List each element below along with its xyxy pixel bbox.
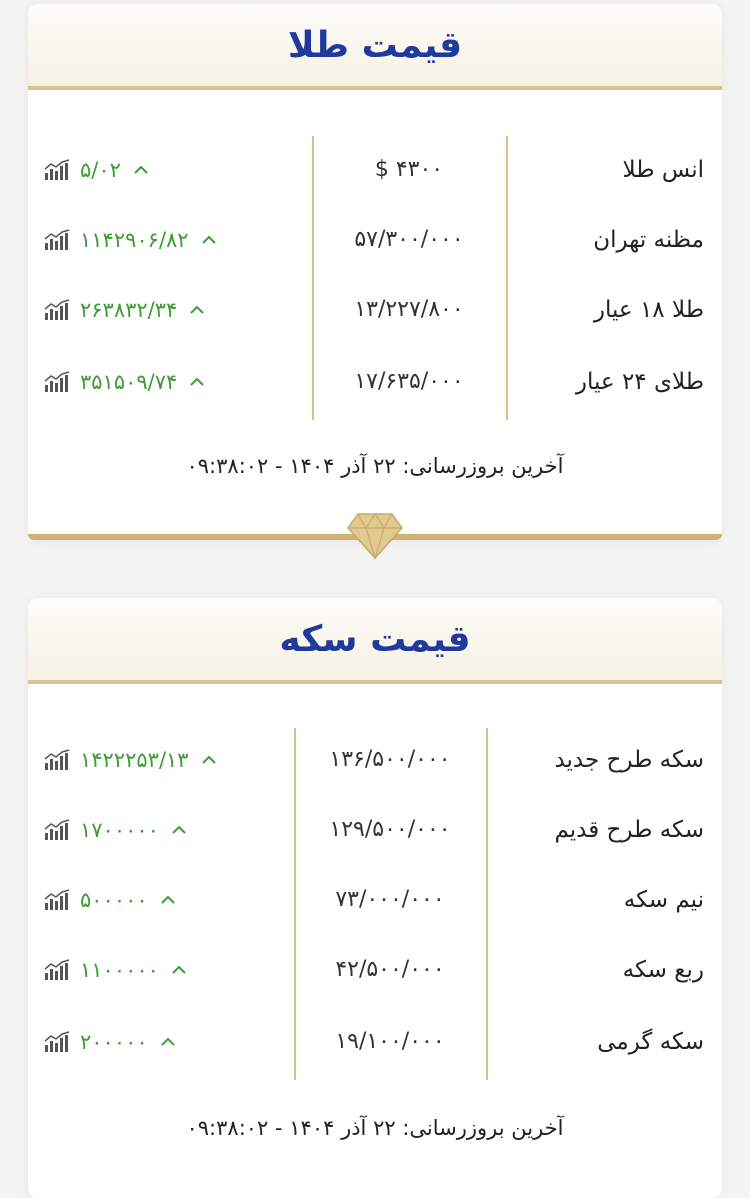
diamond-icon [346,504,404,562]
chevron-up-icon [160,892,176,908]
gold-card-title: قیمت طلا [287,24,463,66]
row-name: مظنه تهران [593,227,704,253]
chart-bars-icon[interactable] [44,371,72,393]
row-price: ۱۹/۱۰۰/۰۰۰ [335,1029,445,1054]
chevron-up-icon [133,162,149,178]
coin-last-update: آخرین بروزرسانی: ۲۲ آذر ۱۴۰۴ - ۰۹:۳۸:۰۲ [186,1116,564,1140]
change-value: ۳۵۱۵۰۹/۷۴ [80,370,178,394]
row-price: ۱۳۶/۵۰۰/۰۰۰ [329,747,451,772]
change-value: ۵/۰۲ [80,158,121,182]
row-change [44,218,217,262]
coin-row-gram [28,1020,722,1064]
row-change [44,808,187,852]
gold-last-update: آخرین بروزرسانی: ۲۲ آذر ۱۴۰۴ - ۰۹:۳۸:۰۲ [186,454,564,478]
chart-bars-icon[interactable] [44,299,72,321]
change-value: ۱۴۲۲۲۵۳/۱۳ [80,748,189,772]
row-price: ۵۷/۳۰۰/۰۰۰ [354,227,464,252]
change-value: ۲۶۳۸۳۲/۳۴ [80,298,178,322]
chart-bars-icon[interactable] [44,1031,72,1053]
row-name: سکه گرمی [597,1029,704,1055]
row-change [44,948,187,992]
coin-row-old-design [28,808,722,852]
chevron-up-icon [160,1034,176,1050]
coin-card-title: قیمت سکه [279,618,471,660]
chart-bars-icon[interactable] [44,749,72,771]
row-name: طلای ۲۴ عیار [575,369,704,395]
row-change [44,738,217,782]
change-value: ۵۰۰۰۰۰ [80,888,148,912]
gold-row-24k [28,360,722,404]
chevron-up-icon [201,752,217,768]
gold-row-18k [28,288,722,332]
gold-card-header [28,4,722,90]
coin-row-new-design [28,738,722,782]
change-value: ۱۷۰۰۰۰۰ [80,818,159,842]
row-name: طلا ۱۸ عیار [593,297,704,323]
row-name: سکه طرح جدید [554,747,704,773]
row-price: ۱۳/۲۲۷/۸۰۰ [354,297,464,322]
chart-bars-icon[interactable] [44,959,72,981]
chart-bars-icon[interactable] [44,889,72,911]
coin-row-quarter [28,948,722,992]
row-name: انس طلا [622,157,704,183]
change-value: ۱۱۴۲۹۰۶/۸۲ [80,228,189,252]
row-price: $ ۴۳۰۰ [374,157,444,182]
row-change [44,878,176,922]
change-value: ۲۰۰۰۰۰ [80,1030,148,1054]
coin-card-header [28,598,722,684]
row-price: ۷۳/۰۰۰/۰۰۰ [335,887,445,912]
chevron-up-icon [189,302,205,318]
row-change [44,148,149,192]
row-change [44,288,205,332]
chevron-up-icon [171,822,187,838]
gold-row-tehran [28,218,722,262]
coin-price-card [28,598,722,1198]
row-change [44,360,205,404]
chevron-up-icon [201,232,217,248]
gold-price-card [28,4,722,540]
row-name: ربع سکه [622,957,704,983]
row-price: ۱۷/۶۳۵/۰۰۰ [354,369,464,394]
gold-row-ounce [28,148,722,192]
row-name: سکه طرح قدیم [554,817,704,843]
change-value: ۱۱۰۰۰۰۰ [80,958,159,982]
row-change [44,1020,176,1064]
chart-bars-icon[interactable] [44,229,72,251]
coin-row-half [28,878,722,922]
row-name: نیم سکه [623,887,704,913]
chevron-up-icon [171,962,187,978]
row-price: ۱۲۹/۵۰۰/۰۰۰ [329,817,451,842]
chart-bars-icon[interactable] [44,819,72,841]
chart-bars-icon[interactable] [44,159,72,181]
row-price: ۴۲/۵۰۰/۰۰۰ [335,957,445,982]
chevron-up-icon [189,374,205,390]
